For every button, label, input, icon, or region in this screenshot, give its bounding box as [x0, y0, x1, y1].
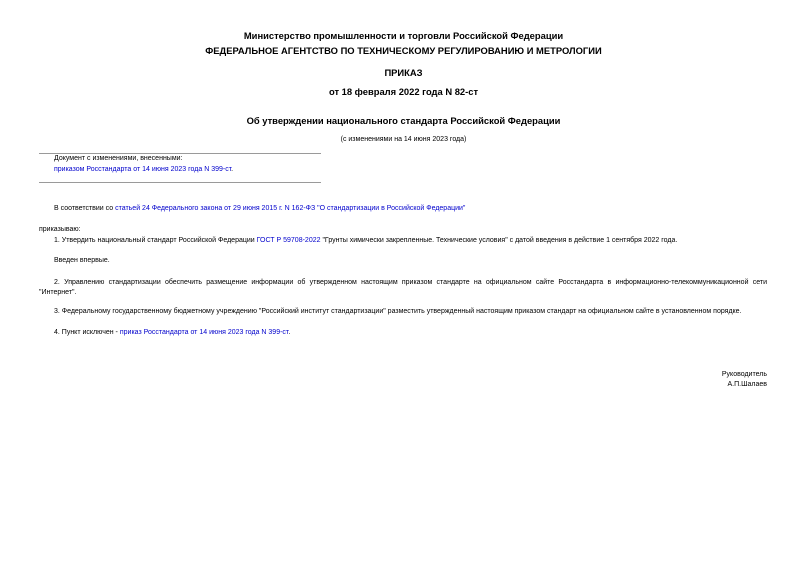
paragraph-1-suffix: "Грунты химически закрепленные. Технические условия" с датой введения в действие 1 сентября 2022 года. — [320, 237, 678, 244]
orders-word: приказываю: — [39, 226, 81, 233]
paragraph-4-prefix: 4. Пункт исключен - — [54, 329, 120, 336]
document-type: ПРИКАЗ — [384, 67, 423, 78]
paragraph-4 — [54, 329, 290, 336]
amendment-order-link-suffix: . — [231, 166, 234, 173]
legal-basis-paragraph — [54, 205, 465, 212]
note-divider-top — [39, 153, 321, 154]
amendment-list-item — [54, 166, 233, 173]
ministry-heading: Министерство промышленности и торговли Российской Федерации — [243, 30, 564, 41]
legal-basis-prefix: В соответствии со — [54, 205, 116, 212]
note-divider-bottom — [39, 182, 321, 183]
introduced-first-note: Введен впервые. — [54, 257, 110, 264]
paragraph-3: 3. Федеральному государственному бюджетному учреждению "Российский институт стандартизации" разместить утвержденный настоящим приказом стандарт на официальном сайте в установленном порядке. — [54, 308, 742, 315]
exclusion-order-link[interactable]: приказ Росстандарта от 14 июня 2023 года N 399-ст — [119, 329, 289, 336]
signatory-name: А.П.Шалаев — [727, 381, 767, 388]
federal-law-link[interactable]: статьей 24 Федерального закона от 29 июня 2015 г. N 162-ФЗ "О стандартизации в Российской Федерации" — [115, 205, 466, 212]
agency-heading: ФЕДЕРАЛЬНОЕ АГЕНТСТВО ПО ТЕХНИЧЕСКОМУ РЕГУЛИРОВАНИЮ И МЕТРОЛОГИИ — [205, 45, 602, 56]
document-date-number: от 18 февраля 2022 года N 82-ст — [328, 86, 479, 97]
paragraph-2: 2. Управлению стандартизации обеспечить размещение информации об утвержденном настоящим приказом стандарте на официальном сайте Росстандарта в информационно-телекоммуникационной сети "Интернет". — [39, 279, 767, 296]
paragraph-1-prefix: 1. Утвердить национальный стандарт Российской Федерации — [54, 237, 257, 244]
signatory-title: Руководитель — [721, 371, 767, 378]
paragraph-4-suffix: . — [288, 329, 291, 336]
paragraph-1 — [54, 237, 677, 244]
amendment-note: (с изменениями на 14 июня 2023 года) — [340, 136, 467, 143]
document-subject: Об утверждении национального стандарта Российской Федерации — [246, 115, 561, 126]
amendment-order-link[interactable]: приказом Росстандарта от 14 июня 2023 года N 399-ст — [54, 166, 232, 173]
gost-standard-link[interactable]: ГОСТ Р 59708-2022 — [256, 237, 321, 244]
amendment-list-label: Документ с изменениями, внесенными: — [54, 155, 183, 162]
